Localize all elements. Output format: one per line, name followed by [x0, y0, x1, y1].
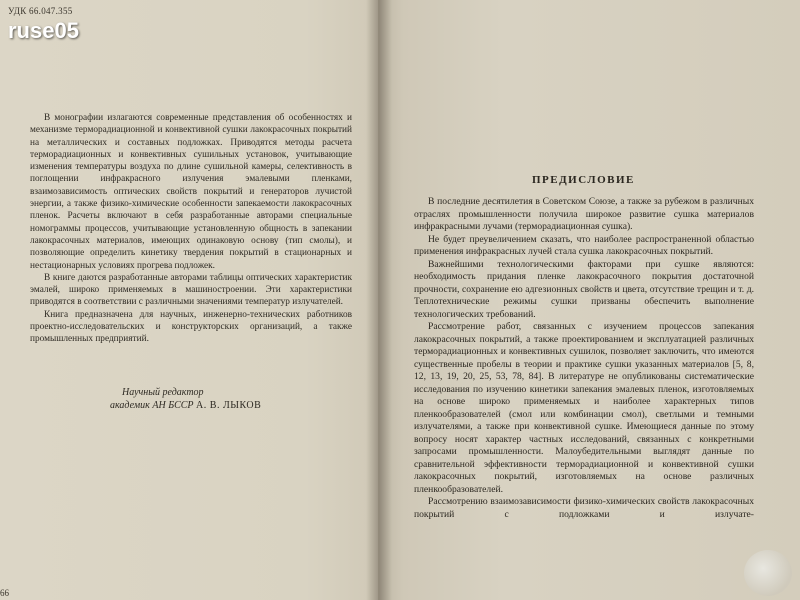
preface-paragraph-5: Рассмотрению взаимозависимости физико-химических свойств лакокрасочных покрытий с подложками и излучате-	[414, 496, 754, 520]
left-page	[0, 0, 382, 600]
editor-rank: академик АН БССР	[110, 400, 197, 411]
abstract-paragraph-3: Книга предназначена для научных, инженерно-технических работников проектно-исследовательских и конструкторских организаций, а также промышленных предприятий.	[30, 309, 352, 345]
preface-paragraph-3: Важнейшими технологическими факторами при сушке являются: необходимость придания пленке лакокрасочного покрытия достаточной прочности, сохранение ею адгезионных свойств и цвета, отсутствие трещин и т. д. Теплотехнические режимы сушки призваны обеспечить выполнение технологических требований.	[414, 258, 754, 320]
scientific-editor	[110, 386, 290, 412]
preface-body	[414, 196, 754, 521]
preface-paragraph-2: Не будет преувеличением сказать, что наиболее распространенной областью применения инфракрасных лучей стала сушка лакокрасочных покрытий.	[414, 233, 754, 257]
editor-name: А. В. ЛЫКОВ	[196, 400, 262, 411]
udk-code: УДК 66.047.355	[8, 6, 73, 16]
editor-line	[110, 399, 290, 412]
photo-glare	[744, 550, 792, 596]
abstract-paragraph-1: В монографии излагаются современные представления об особенностях и механизме терморадиационной и конвективной сушки лакокрасочных покрытий на металлических и составных подложках. Приводятся методы расчета терморадиационных и конвективных сушильных установок, учитывающие изменения температуры воздуха по длине сушильной камеры, селективность в поглощении инфракрасного излучения эмалевыми пленками, взаимозависимость оптических свойств покрытий и генераторов лучистой энергии, а также физико-химические особенности запекаемости лакокрасочных пленок. Расчеты включают в себя разработанные авторами специальные номограммы процессов, учитывающие установленную общность в запекании лакокрасочных материалов, имеющих одинаковую основу (тип смолы), и позволяющие определить кинетику твердения покрытий в стационарных и нестационарных условиях прогрева подложек.	[30, 113, 352, 271]
abstract-paragraph-2: В книге даются разработанные авторами таблицы оптических характеристик эмалей, широко применяемых в машиностроении. Эти характеристики приводятся в соответствии с различными значениями температур излучателей.	[30, 272, 352, 308]
watermark-logo: ruse05	[8, 18, 79, 43]
book-gutter	[366, 0, 392, 600]
abstract-block	[30, 112, 352, 346]
preface-paragraph-4: Рассмотрение работ, связанных с изучением процессов запекания лакокрасочных покрытий, а также проектированием и эксплуатацией различных терморадиационных и конвективных сушилок, позволяет заключить, что имеются существенные пробелы в теории и практике сушки указанных материалов [5, 8, 12, 13, 19, 20, 25, 53, 78, 84]. В литературе не опубликованы систематические исследования по изучению кинетики запекания эмалевых пленок, изготовляемых на основе широко применяемых и наиболее характерных типов пленкообразователей (смол или комбинации смол), светлыми и темными излучателями, а также при конвективной сушке. Имеющиеся данные по этому вопросу носят характер частных исследований, связанных с конкретными запросами промышленности. Малоубедительными выглядят данные по сравнительной эффективности терморадиационной и конвективной сушки лакокрасочных покрытий, изготовляемых на основе различных пленкообразователей.	[414, 321, 754, 495]
page-number: 66	[0, 588, 9, 598]
preface-paragraph-1: В последние десятилетия в Советском Союзе, а также за рубежом в различных отраслях промышленности получила широкое развитие сушка материалов инфракрасными лучами (терморадиационная сушка).	[414, 196, 754, 232]
preface-heading: ПРЕДИСЛОВИЕ	[532, 174, 635, 186]
editor-title: Научный редактор	[122, 387, 204, 398]
